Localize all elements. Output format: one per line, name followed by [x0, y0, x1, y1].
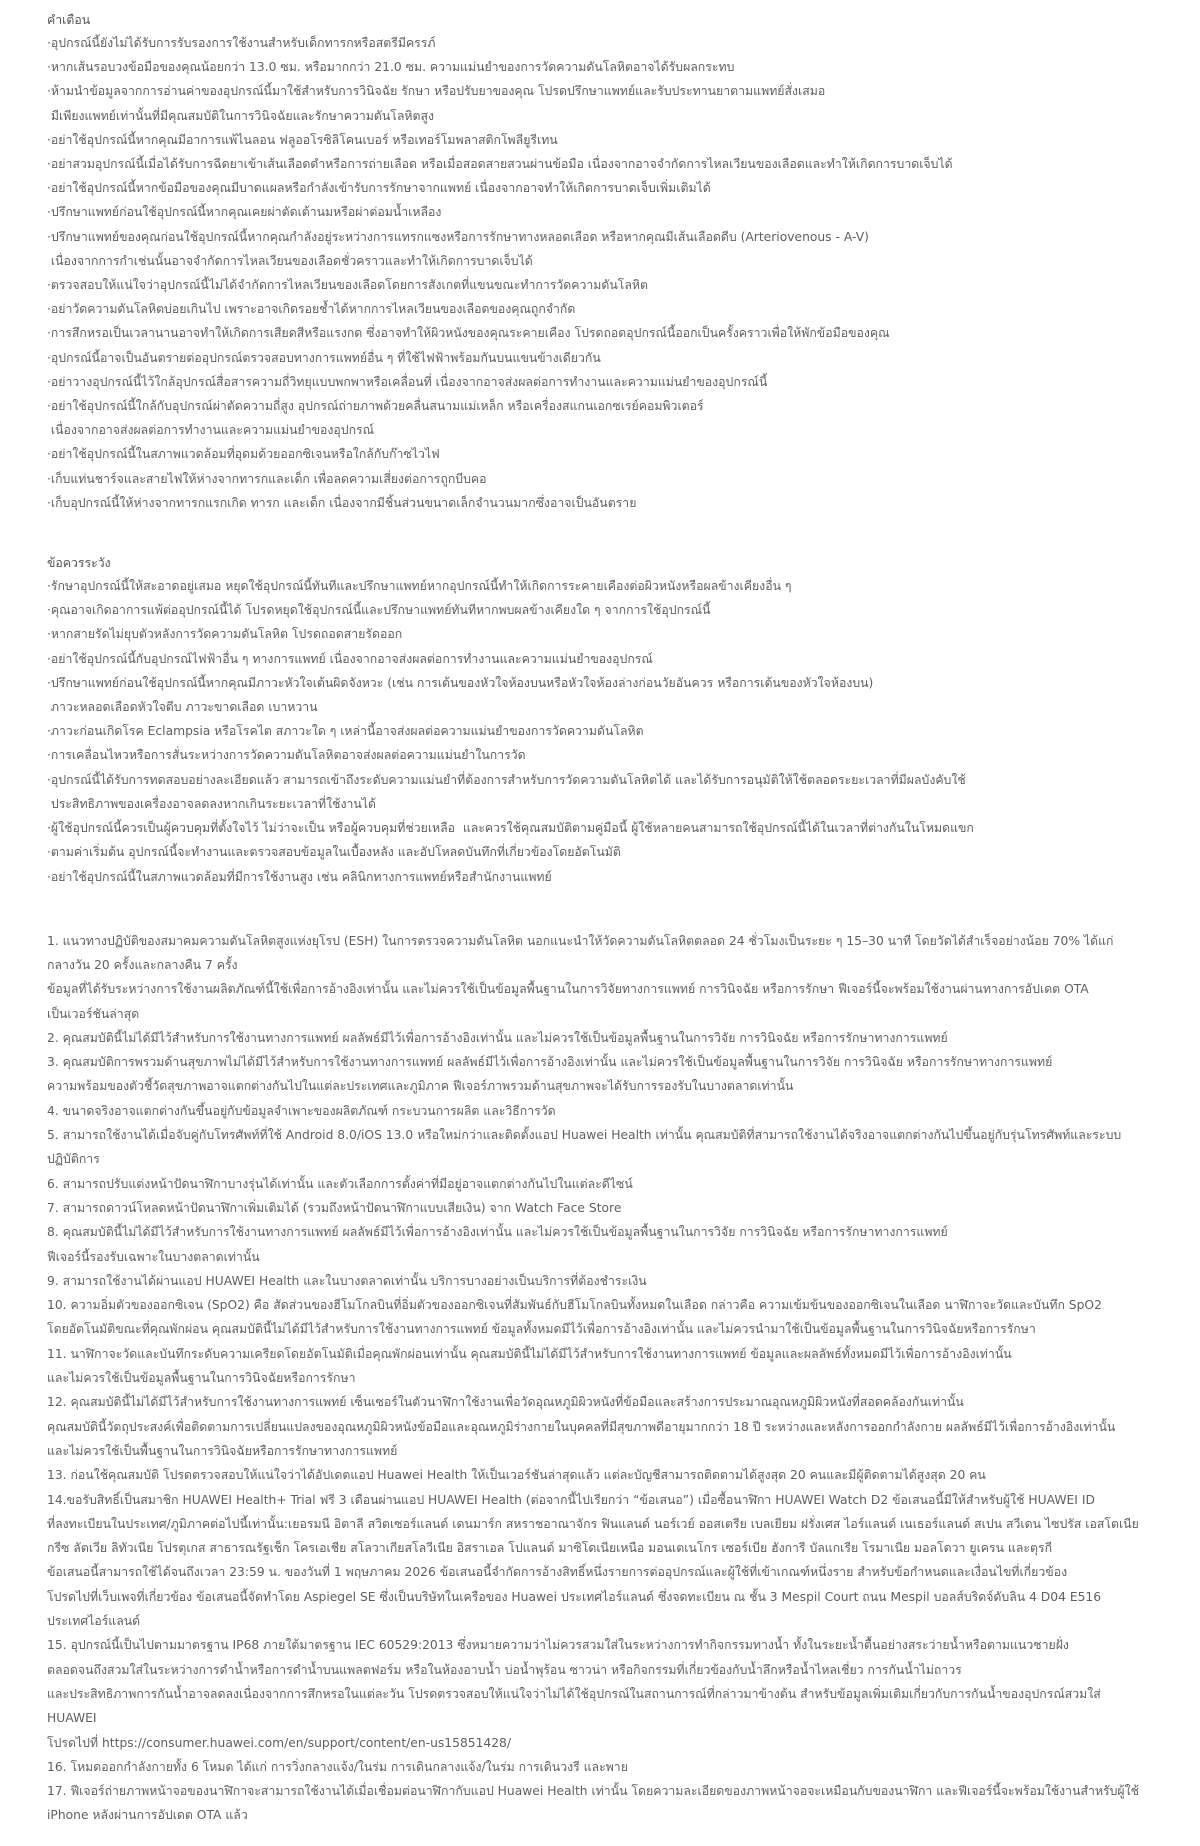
warning-line: ·เก็บอุปกรณ์นี้ให้ห่างจากทารกแรกเกิด ทารก และเด็ก เนื่องจากมีชิ้นส่วนขนาดเล็กจำนวนมากซึ่งอาจเป็นอันตราย — [47, 495, 637, 510]
footnote-line: ความพร้อมของตัวชี้วัดสุขภาพอาจแตกต่างกันไปในแต่ละประเทศและภูมิภาค ฟีเจอร์ภาพรวมด้านสุขภาพจะได้รับการรองรับในบางตลาดเท่านั้น — [47, 1079, 794, 1094]
caution-line: ·อย่าใช้อุปกรณ์นี้ในสภาพแวดล้อมที่มีการใช้งานสูง เช่น คลินิกทางการแพทย์หรือสำนักงานแพทย์ — [47, 869, 552, 884]
footnote-line: 14.ขอรับสิทธิ์เป็นสมาชิก HUAWEI Health+ Trial ฟรี 3 เดือนผ่านแอป HUAWEI Health (ต่อจากนี้ไปเรียกว่า “ข้อเสนอ”) เมื่อซื้อนาฬิกา HUAWEI Watch D2 ข้อเสนอนี้มีให้สำหรับผู้ใช้ HUAWEI ID — [47, 1492, 1095, 1507]
cautions-heading: ข้อควรระวัง — [47, 556, 111, 571]
footnote-line: 11. นาฬิกาจะวัดและบันทึกระดับความเครียดโดยอัตโนมัติเมื่อคุณพักผ่อนเท่านั้น คุณสมบัตินี้ไม่ได้มีไว้สำหรับการใช้งานทางการแพทย์ ข้อมูลและผลลัพธ์ทั้งหมดมีไว้เพื่อการอ้างอิงเท่านั้น — [47, 1346, 1012, 1361]
footnote-line: 1. แนวทางปฏิบัติของสมาคมความดันโลหิตสูงแห่งยุโรป (ESH) ในการตรวจความดันโลหิต นอกแนะนำให้วัดความดันโลหิตตลอด 24 ชั่วโมงเป็นระยะ ๆ 15–30 นาที โดยวัดได้สำเร็จอย่างน้อย 70% ได้แก่ — [47, 933, 1114, 948]
footnote-line: 2. คุณสมบัตินี้ไม่ได้มีไว้สำหรับการใช้งานทางการแพทย์ ผลลัพธ์มีไว้เพื่อการอ้างอิงเท่านั้น และไม่ควรใช้เป็นข้อมูลพื้นฐานในการวิจัย การวินิจฉัย หรือการรักษาทางการแพทย์ — [47, 1030, 948, 1045]
footnote-line: 7. สามารถดาวน์โหลดหน้าปัดนาฬิกาเพิ่มเติมได้ (รวมถึงหน้าปัดนาฬิกาแบบเสียเงิน) จาก Watch Face Store — [47, 1200, 622, 1215]
warning-line: เนื่องจากการกำเช่นนั้นอาจจำกัดการไหลเวียนของเลือดชั่วคราวและทำให้เกิดการบาดเจ็บได้ — [47, 253, 533, 268]
caution-line: ·ภาวะก่อนเกิดโรค Eclampsia หรือโรคไต สภาวะใด ๆ เหล่านี้อาจส่งผลต่อความแม่นยำของการวัดความดันโลหิต — [47, 724, 644, 739]
footnote-line: โปรดไปที่เว็บเพจที่เกี่ยวข้อง ข้อเสนอนี้จัดทำโดย Aspiegel SE ซึ่งเป็นบริษัทในเครือของ Huawei ประเทศไอร์แลนด์ ซึ่งจดทะเบียน ณ ชั้น 3 Mespil Court ถนน Mespil บอลส์บริดจ์ดับลิน 4 D04 E516 — [47, 1589, 1102, 1604]
warning-line: ·ปรึกษาแพทย์ของคุณก่อนใช้อุปกรณ์นี้หากคุณกำลังอยู่ระหว่างการแทรกแซงหรือการรักษาทางหลอดเลือด หรือหากคุณมีเส้นเลือดดีบ (Arteriovenous - A-V) — [47, 229, 869, 244]
caution-line: ·ตามค่าเริ่มต้น อุปกรณ์นี้จะทำงานและตรวจสอบข้อมูลในเบื้องหลัง และอัปโหลดบันทึกที่เกี่ยวข้องโดยอัตโนมัติ — [47, 845, 621, 860]
warning-line: ·อุปกรณ์นี้ยังไม่ได้รับการรับรองการใช้งานสำหรับเด็กทารกหรือสตรีมีครรภ์ — [47, 36, 436, 50]
footnotes-section — [47, 929, 1153, 1828]
warning-line: ·ตรวจสอบให้แน่ใจว่าอุปกรณ์นี้ไม่ได้จำกัดการไหลเวียนของเลือดโดยการสังเกตที่แขนขณะทำการวัดความดันโลหิต — [47, 278, 649, 293]
caution-line: ·คุณอาจเกิดอาการแพ้ต่ออุปกรณ์นี้ได้ โปรดหยุดใช้อุปกรณ์นี้และปรึกษาแพทย์ทันทีหากพบผลข้างเคียงใด ๆ จากการใช้อุปกรณ์นี้ — [47, 603, 711, 618]
warning-line: ·อย่าสวมอุปกรณ์นี้เมื่อได้รับการฉีดยาเข้าเส้นเลือดดำหรือการถ่ายเลือด หรือเมื่อสอดสายสวนผ่านข้อมือ เนื่องจากอาจจำกัดการไหลเวียนของเลือดและทำให้เกิดการบาดเจ็บได้ — [47, 157, 953, 172]
caution-line: ·รักษาอุปกรณ์นี้ให้สะอาดอยู่เสมอ หยุดใช้อุปกรณ์นี้ทันทีและปรึกษาแพทย์หากอุปกรณ์นี้ทำให้เกิดการระคายเคืองต่อผิวหนังหรือผลข้างเคียงอื่น ๆ — [47, 579, 792, 594]
warning-line: ·อุปกรณ์นี้อาจเป็นอันตรายต่ออุปกรณ์ตรวจสอบทางการแพทย์อื่น ๆ ที่ใช้ไฟฟ้าพร้อมกันบนแขนข้างเดียวกัน — [47, 350, 601, 365]
footnote-line: เป็นเวอร์ชันล่าสุด — [47, 1006, 140, 1021]
footnote-line: และประสิทธิภาพการกันน้ำอาจลดลงเนื่องจากการสึกหรอในแต่ละวัน โปรดตรวจสอบให้แน่ใจว่าไม่ได้ใช้อุปกรณ์ในสถานการณ์ที่กล่าวมาข้างต้น สำหรับข้อมูลเพิ่มเติมเกี่ยวกับการกันน้ำของอุปกรณ์สวมใส่ HUAWEI — [47, 1686, 1105, 1726]
footnote-line: ข้อเสนอนี้สามารถใช้ได้จนถึงเวลา 23:59 น. ของวันที่ 1 พฤษภาคม 2026 ข้อเสนอนี้จำกัดการอ้างสิทธิ์หนึ่งรายการต่ออุปกรณ์และผู้ใช้ที่เข้าเกณฑ์หนึ่งราย สำหรับข้อกำหนดและเงื่อนไขที่เกี่ยวข้อง — [47, 1565, 1068, 1580]
warning-line: ·ห้ามนำข้อมูลจากการอ่านค่าของอุปกรณ์นี้มาใช้สำหรับการวินิจฉัย รักษา หรือปรับยาของคุณ โปรดปรึกษาแพทย์และรับประทานยาตามแพทย์สั่งเสมอ — [47, 84, 826, 99]
footnote-line: กรีซ ลัตเวีย ลิทัวเนีย โปรตุเกส สาธารณรัฐเช็ก โครเอเชีย สโลวาเกียสโลวีเนีย อิสราเอล โปแลนด์ มาซิโดเนียเหนือ มอนเตเนโกร เซอร์เบีย ฮังการี บัลแกเรีย โรมาเนีย มอลโดวา ยูเครน และตุรกี — [47, 1541, 1053, 1556]
footnote-line: กลางวัน 20 ครั้งและกลางคืน 7 ครั้ง — [47, 958, 238, 972]
footnote-line: 9. สามารถใช้งานได้ผ่านแอป HUAWEI Health และในบางตลาดเท่านั้น บริการบางอย่างเป็นบริการที่ต้องชำระเงิน — [47, 1273, 647, 1288]
caution-line: ·หากสายรัดไม่ยุบตัวหลังการวัดความดันโลหิต โปรดถอดสายรัดออก — [47, 627, 403, 642]
footnote-line: ข้อมูลที่ได้รับระหว่างการใช้งานผลิตภัณฑ์นี้ใช้เพื่อการอ้างอิงเท่านั้น และไม่ควรใช้เป็นข้อมูลพื้นฐานในการวิจัยทางการแพทย์ การวินิจฉัย หรือการรักษา ฟีเจอร์นี้จะพร้อมใช้งานผ่านทางการอัปเดต OTA — [47, 982, 1089, 997]
footnotes-list — [47, 929, 1153, 1828]
footnote-line: โดยอัตโนมัติขณะที่คุณพักผ่อน คุณสมบัตินี้ไม่ได้มีไว้สำหรับการใช้งานทางการแพทย์ ข้อมูลทั้งหมดมีไว้เพื่อการอ้างอิงเท่านั้น และไม่ควรนำมาใช้เป็นข้อมูลพื้นฐานในการวินิจฉัยหรือการรักษา — [47, 1322, 1036, 1337]
caution-line: ·การเคลื่อนไหวหรือการสั่นระหว่างการวัดความดันโลหิตอาจส่งผลต่อความแม่นยำในการวัด — [47, 748, 526, 763]
warning-line: ·ปรึกษาแพทย์ก่อนใช้อุปกรณ์นี้หากคุณเคยผ่าตัดเต้านมหรือผ่าต่อมน้ำเหลือง — [47, 205, 442, 220]
cautions-section — [47, 553, 1153, 889]
warnings-section — [47, 10, 1153, 515]
caution-line: ·อย่าใช้อุปกรณ์นี้กับอุปกรณ์ไฟฟ้าอื่น ๆ ทางการแพทย์ เนื่องจากอาจส่งผลต่อการทำงานและความแม่นยำของอุปกรณ์ — [47, 651, 653, 666]
caution-line: ประสิทธิภาพของเครื่องอาจลดลงหากเกินระยะเวลาที่ใช้งานได้ — [47, 796, 376, 811]
footnote-line: 8. คุณสมบัตินี้ไม่ได้มีไว้สำหรับการใช้งานทางการแพทย์ ผลลัพธ์มีไว้เพื่อการอ้างอิงเท่านั้น และไม่ควรใช้เป็นข้อมูลพื้นฐานในการวิจัย การวินิจฉัย หรือการรักษาทางการแพทย์ — [47, 1225, 948, 1240]
caution-line: ·อุปกรณ์นี้ได้รับการทดสอบอย่างละเอียดแล้ว สามารถเข้าถึงระดับความแม่นยำที่ต้องการสำหรับการวัดความดันโลหิตได้ และได้รับการอนุมัติให้ใช้ตลอดระยะเวลาที่มีผลบังคับใช้ — [47, 772, 966, 787]
warning-line: ·อย่าใช้อุปกรณ์นี้หากข้อมือของคุณมีบาดแผลหรือกำลังเข้ารับการรักษาจากแพทย์ เนื่องจากอาจทำให้เกิดการบาดเจ็บเพิ่มเติมได้ — [47, 181, 711, 196]
footnote-line: คุณสมบัตินี้วัตถุประสงค์เพื่อติดตามการเปลี่ยนแปลงของอุณหภูมิผิวหนังข้อมือและอุณหภูมิร่างกายในบุคคลที่มีสุขภาพดีอายุมากกว่า 18 ปี ระหว่างและหลังการออกกำลังกาย ผลลัพธ์มีไว้เพื่อการอ้างอิงเท่านั้น — [47, 1419, 1116, 1434]
warnings-heading: คำเตือน — [47, 13, 91, 27]
warning-line: ·อย่าใช้อุปกรณ์นี้หากคุณมีอาการแพ้ไนลอน ฟลูออโรซิลิโคนเบอร์ หรือเทอร์โมพลาสติกโพลียูรีเทน — [47, 132, 558, 147]
warning-line: ·อย่าใช้อุปกรณ์นี้ใกล้กับอุปกรณ์ผ่าตัดความถี่สูง อุปกรณ์ถ่ายภาพด้วยคลื่นสนามแม่เหล็ก หรือเครื่องสแกนเอกซเรย์คอมพิวเตอร์ — [47, 399, 704, 414]
warning-line: ·อย่าใช้อุปกรณ์นี้ในสภาพแวดล้อมที่อุดมด้วยออกซิเจนหรือใกล้กับก๊าซไวไฟ — [47, 447, 440, 462]
footnote-line: ตลอดจนถึงสวมใส่ในระหว่างการดำน้ำหรือการดำน้ำบนแพลตฟอร์ม หรือในห้องอาบน้ำ บ่อน้ำพุร้อน ซาวน่า หรือกิจกรรมที่เกี่ยวข้องกับน้ำลึกหรือน้ำไหลเชี่ยว การกันน้ำไม่ถาวร — [47, 1662, 962, 1677]
footnote-line: ที่ลงทะเบียนในประเทศ/ภูมิภาคต่อไปนี้เท่านั้น:เยอรมนี อิตาลี สวิตเซอร์แลนด์ เดนมาร์ก สหราชอาณาจักร ฟินแลนด์ นอร์เวย์ ออสเตรีย เบลเยียม ฝรั่งเศส ไอร์แลนด์ เนเธอร์แลนด์ สเปน สวีเดน ไซปรัส เอสโตเนีย — [47, 1516, 1139, 1531]
footnote-line: 16. โหมดออกกำลังกายทั้ง 6 โหมด ได้แก่ การวิ่งกลางแจ้ง/ในร่ม การเดินกลางแจ้ง/ในร่ม การเดินวงรี และพาย — [47, 1759, 628, 1774]
footnote-line: 12. คุณสมบัตินี้ไม่ได้มีไว้สำหรับการใช้งานทางการแพทย์ เซ็นเซอร์ในตัวนาฬิกาใช้งานเพื่อวัดอุณหภูมิผิวหนังที่ข้อมือและสร้างการประมาณอุณหภูมิผิวหนังที่สอดคล้องกันเท่านั้น — [47, 1395, 964, 1410]
footnote-line: 4. ขนาดจริงอาจแตกต่างกันขึ้นอยู่กับข้อมูลจำเพาะของผลิตภัณฑ์ กระบวนการผลิต และวิธีการวัด — [47, 1103, 556, 1118]
footnote-line: 10. ความอิ่มตัวของออกซิเจน (SpO2) คือ สัดส่วนของฮีโมโกลบินที่อิ่มตัวของออกซิเจนที่สัมพันธ์กับฮีโมโกลบินทั้งหมดในเลือด กล่าวคือ ความเข้มข้นของออกซิเจนในเลือด นาฬิกาจะวัดและบันทึก SpO2 — [47, 1298, 1102, 1313]
footnote-line: 15. อุปกรณ์นี้เป็นไปตามมาตรฐาน IP68 ภายใต้มาตรฐาน IEC 60529:2013 ซึ่งหมายความว่าไม่ควรสวมใส่ในระหว่างการทำกิจกรรมทางน้ำ ทั้งในระยะน้ำตื้นอย่างสระว่ายน้ำหรือตามแนวชายฝั่ง — [47, 1638, 1069, 1653]
warning-line: ·อย่าวางอุปกรณ์นี้ไว้ใกล้อุปกรณ์สื่อสารความถี่วิทยุแบบพกพาหรือเคลื่อนที่ เนื่องจากอาจส่งผลต่อการทำงานและความแม่นยำของอุปกรณ์นี้ — [47, 374, 768, 389]
warning-line: ·การสึกหรอเป็นเวลานานอาจทำให้เกิดการเสียดสีหรือแรงกด ซึ่งอาจทำให้ผิวหนังของคุณระคายเคือง โปรดถอดอุปกรณ์นี้ออกเป็นครั้งคราวเพื่อให้พักข้อมือของคุณ — [47, 326, 890, 341]
footnote-line: 13. ก่อนใช้คุณสมบัติ โปรดตรวจสอบให้แน่ใจว่าได้อัปเดตแอป Huawei Health ให้เป็นเวอร์ชันล่าสุดแล้ว แต่ละบัญชีสามารถติดตามได้สูงสุด 20 คนและมีผู้ติดตามได้สูงสุด 20 คน — [47, 1468, 986, 1483]
footnote-line: 6. สามารถปรับแต่งหน้าปัดนาฬิกาบางรุ่นได้เท่านั้น และตัวเลือกการตั้งค่าที่มีอยู่อาจแตกต่างกันไปในแต่ละดีไซน์ — [47, 1176, 633, 1191]
warning-line: เนื่องจากอาจส่งผลต่อการทำงานและความแม่นยำของอุปกรณ์ — [47, 423, 375, 438]
warning-line: มีเพียงแพทย์เท่านั้นที่มีคุณสมบัติในการวินิจฉัยและรักษาความดันโลหิตสูง — [47, 108, 435, 123]
caution-line: ·ปรึกษาแพทย์ก่อนใช้อุปกรณ์นี้หากคุณมีภาวะหัวใจเต้นผิดจังหวะ (เช่น การเต้นของหัวใจห้องบนหรือหัวใจห้องล่างก่อนวัยอันควร หรือการเต้นของหัวใจห้องบน) — [47, 675, 874, 690]
footnote-line: 5. สามารถใช้งานได้เมื่อจับคู่กับโทรศัพท์ที่ใช้ Android 8.0/iOS 13.0 หรือใหม่กว่าและติดตั้งแอป Huawei Health เท่านั้น คุณสมบัติที่สามารถใช้งานได้จริงอาจแตกต่างกันไปขึ้นอยู่กับรุ่นโทรศัพท์และระบบปฏิบัติการ — [47, 1128, 1122, 1167]
footnote-line: ฟีเจอร์นี้รองรับเฉพาะในบางตลาดเท่านั้น — [47, 1249, 260, 1264]
footnote-line: โปรดไปที่ https://consumer.huawei.com/en/support/content/en-us15851428/ — [47, 1735, 512, 1750]
footnote-line: iPhone หลังผ่านการอัปเดต OTA แล้ว — [47, 1808, 248, 1823]
warning-line: ·อย่าวัดความดันโลหิตบ่อยเกินไป เพราะอาจเกิดรอยช้ำได้หากการไหลเวียนของเลือดของคุณถูกจำกัด — [47, 302, 576, 317]
caution-line: ·ผู้ใช้อุปกรณ์นี้ควรเป็นผู้ควบคุมที่ตั้งใจไว้ ไม่ว่าจะเป็น หรือผู้ควบคุมที่ช่วยเหลือ และควรใช้คุณสมบัติตามคู่มือนี้ ผู้ใช้หลายคนสามารถใช้อุปกรณ์นี้ได้ในเวลาที่ต่างกันในโหมดแขก — [47, 821, 974, 836]
warning-line: ·หากเส้นรอบวงข้อมือของคุณน้อยกว่า 13.0 ซม. หรือมากกว่า 21.0 ซม. ความแม่นยำของการวัดความดันโลหิตอาจได้รับผลกระทบ — [47, 60, 735, 75]
cautions-list — [47, 574, 1153, 889]
warnings-list — [47, 31, 1153, 515]
caution-line: ภาวะหลอดเลือดหัวใจตีบ ภาวะขาดเลือด เบาหวาน — [47, 700, 318, 715]
footnote-line: และไม่ควรใช้เป็นพื้นฐานในการวินิจฉัยหรือการรักษาทางการแพทย์ — [47, 1443, 398, 1458]
warning-line: ·เก็บแท่นชาร์จและสายไฟให้ห่างจากทารกและเด็ก เพื่อลดความเสี่ยงต่อการถูกบีบคอ — [47, 471, 487, 486]
footnote-line: 17. ฟีเจอร์ถ่ายภาพหน้าจอของนาฬิกาจะสามารถใช้งานได้เมื่อเชื่อมต่อนาฬิกากับแอป Huawei Health เท่านั้น โดยความละเอียดของภาพหน้าจอจะเหมือนกับของนาฬิกา และฟีเจอร์นี้จะพร้อมใช้งานสำหรับผู้ใช้ — [47, 1784, 1139, 1799]
footnote-line: 3. คุณสมบัติการพรวมด้านสุขภาพไม่ได้มีไว้สำหรับการใช้งานทางการแพทย์ ผลลัพธ์มีไว้เพื่อการอ้างอิงเท่านั้น และไม่ควรใช้เป็นข้อมูลพื้นฐานในการวิจัย การวินิจฉัย หรือการรักษาทางการแพทย์ — [47, 1055, 1053, 1070]
footnote-line: และไม่ควรใช้เป็นข้อมูลพื้นฐานในการวินิจฉัยหรือการรักษา — [47, 1371, 356, 1386]
footnote-line: ประเทศไอร์แลนด์ — [47, 1614, 141, 1629]
